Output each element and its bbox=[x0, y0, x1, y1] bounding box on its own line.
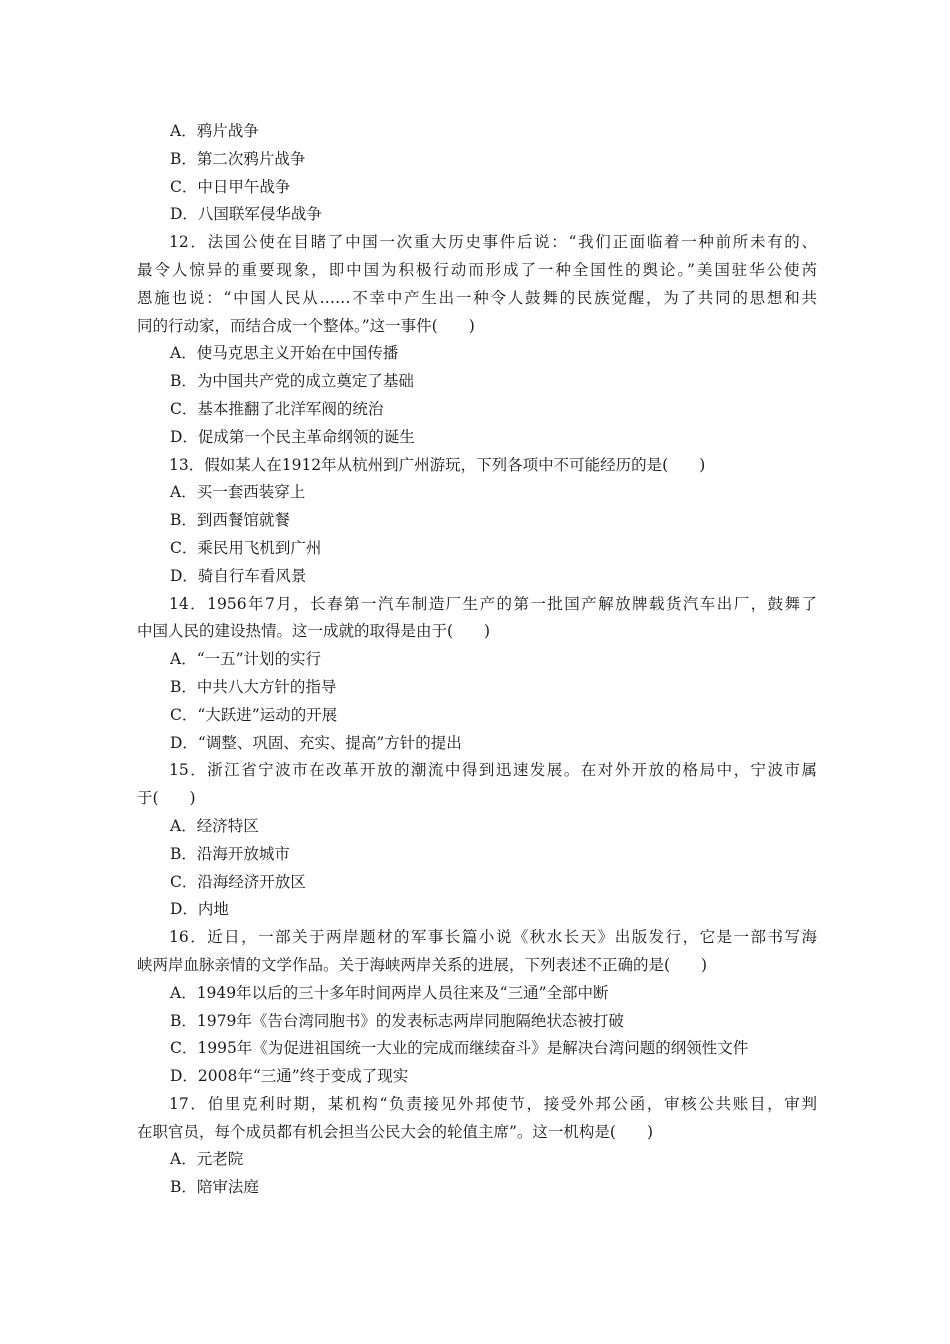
option-d: D．骑自行车看风景 bbox=[170, 566, 307, 585]
option-d: D．“调整、巩固、充实、提高”方针的提出 bbox=[170, 733, 462, 752]
option-a: A．鸦片战争 bbox=[170, 122, 259, 140]
option-a: A．经济特区 bbox=[170, 816, 259, 835]
option-c: C．“大跃进”运动的开展 bbox=[170, 705, 338, 724]
question-stem-line: 15．浙江省宁波市在改革开放的潮流中得到迅速发展。在对外开放的格局中，宁波市属 bbox=[169, 761, 817, 780]
question-11 bbox=[137, 118, 817, 229]
option-c: C．基本推翻了北洋军阀的统治 bbox=[170, 399, 384, 418]
option-a: A．1949年以后的三十多年时间两岸人员往来及“三通”全部中断 bbox=[170, 983, 609, 1002]
option-d: D．促成第一个民主革命纲领的诞生 bbox=[170, 427, 415, 446]
option-b: B．陪审法庭 bbox=[170, 1178, 259, 1197]
question-stem-line: 12．法国公使在目睹了中国一次重大历史事件后说：“我们正面临着一种前所未有的、 bbox=[169, 233, 817, 252]
question-list bbox=[137, 118, 817, 1202]
option-b: B．中共八大方针的指导 bbox=[170, 677, 337, 696]
option-c: C．中日甲午战争 bbox=[170, 177, 291, 196]
question-stem-line: 13．假如某人在1912年从杭州到广州游玩，下列各项中不可能经历的是( ) bbox=[169, 455, 706, 474]
option-a: A．买一套西装穿上 bbox=[170, 483, 306, 502]
question-stem-line: 中国人民的建设热情。这一成就的取得是由于( ) bbox=[137, 622, 491, 641]
option-a: A．使马克思主义开始在中国传播 bbox=[170, 344, 399, 363]
option-d: D．八国联军侵华战争 bbox=[170, 205, 322, 224]
question-stem-line: 17．伯里克利时期，某机构“负责接见外邦使节，接受外邦公函，审核公共账目，审判 bbox=[169, 1094, 817, 1113]
option-b: B．第二次鸦片战争 bbox=[170, 149, 306, 168]
question-stem-line: 最令人惊异的重要现象，即中国为积极行动而形成了一种全国性的舆论。”美国驻华公使芮 bbox=[137, 260, 817, 279]
question-stem-line: 在职官员，每个成员都有机会担当公民大会的轮值主席”。这一机构是( ) bbox=[137, 1122, 654, 1141]
question-stem-line: 16．近日，一部关于两岸题材的军事长篇小说《秋水长天》出版发行，它是一部书写海 bbox=[169, 928, 817, 947]
question-13 bbox=[137, 452, 817, 591]
option-a: A．“一五”计划的实行 bbox=[170, 650, 322, 669]
question-14 bbox=[137, 591, 817, 758]
question-stem-line: 恩施也说：“中国人民从……不幸中产生出一种令人鼓舞的民族觉醒，为了共同的思想和共 bbox=[137, 288, 817, 307]
option-b: B．到西餐馆就餐 bbox=[170, 511, 290, 530]
option-a: A．元老院 bbox=[170, 1150, 244, 1169]
option-b: B．沿海开放城市 bbox=[170, 844, 290, 863]
question-16 bbox=[137, 924, 817, 1091]
question-12 bbox=[137, 229, 817, 451]
question-stem-line: 于( ) bbox=[137, 789, 196, 808]
question-17 bbox=[137, 1091, 817, 1202]
option-d: D．2008年“三通”终于变成了现实 bbox=[170, 1067, 409, 1086]
question-stem-line: 同的行动家，而结合成一个整体。”这一事件( ) bbox=[137, 316, 475, 335]
option-c: C．乘民用飞机到广州 bbox=[170, 538, 322, 557]
question-stem-line: 峡两岸血脉亲情的文学作品。关于海峡两岸关系的进展，下列表述不正确的是( ) bbox=[137, 955, 708, 974]
option-d: D．内地 bbox=[170, 900, 229, 919]
question-stem-line: 14．1956年7月，长春第一汽车制造厂生产的第一批国产解放牌载货汽车出厂，鼓舞了 bbox=[169, 594, 817, 613]
option-b: B．1979年《告台湾同胞书》的发表标志两岸同胞隔绝状态被打破 bbox=[170, 1011, 624, 1030]
question-15 bbox=[137, 757, 817, 924]
option-c: C．1995年《为促进祖国统一大业的完成而继续奋斗》是解决台湾问题的纲领性文件 bbox=[170, 1039, 749, 1058]
option-b: B．为中国共产党的成立奠定了基础 bbox=[170, 372, 414, 391]
option-c: C．沿海经济开放区 bbox=[170, 872, 306, 891]
